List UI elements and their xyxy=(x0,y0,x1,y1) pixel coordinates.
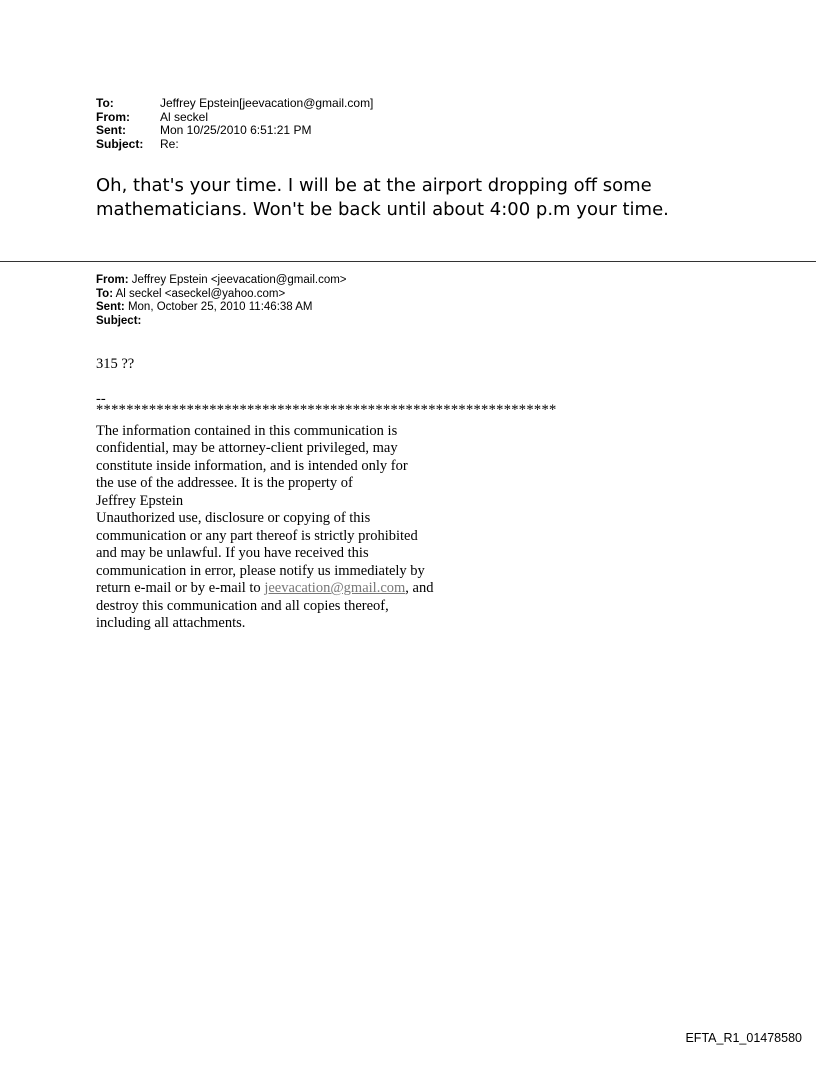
email-header xyxy=(96,97,373,151)
document-id: EFTA_R1_01478580 xyxy=(685,1031,802,1045)
email-link[interactable]: jeevacation@gmail.com xyxy=(264,580,406,596)
disclaimer-line: confidential, may be attorney-client privileged, may xyxy=(96,440,398,456)
disclaimer-return-line xyxy=(96,580,656,598)
quoted-subject-label: Subject: xyxy=(96,314,142,327)
from-value: Al seckel xyxy=(160,109,209,124)
sent-label: Sent: xyxy=(96,123,126,137)
header-from-row xyxy=(96,111,373,125)
disclaimer-line: the use of the addressee. It is the property of xyxy=(96,475,353,491)
quoted-to-row xyxy=(96,288,347,302)
quoted-from-row xyxy=(96,274,347,288)
quoted-header xyxy=(96,274,347,328)
disclaimer-line: communication in error, please notify us immediately by xyxy=(96,562,425,579)
disclaimer-line: communication or any part thereof is strictly prohibited xyxy=(96,527,418,544)
from-label: From: xyxy=(96,109,130,124)
disclaimer-line: Jeffrey Epstein xyxy=(96,492,184,509)
message-line-1: Oh, that's your time. I will be at the airport dropping off some xyxy=(96,175,652,196)
header-subject-row xyxy=(96,138,373,152)
message-line-2: mathematicians. Won't be back until about 4:00 p.m your time. xyxy=(96,199,669,220)
header-sent-row xyxy=(96,124,373,138)
quoted-sent-label: Sent: xyxy=(96,301,125,313)
quoted-from-value: Jeffrey Epstein <jeevacation@gmail.com> xyxy=(128,274,347,286)
quoted-sent-value: Mon, October 25, 2010 11:46:38 AM xyxy=(124,301,313,313)
quoted-text: 315 ?? xyxy=(96,356,135,372)
quoted-body xyxy=(96,356,656,633)
message-body xyxy=(96,174,796,222)
disclaimer-line: including all attachments. xyxy=(96,615,246,631)
subject-value: Re: xyxy=(160,136,179,151)
header-to-row xyxy=(96,97,373,111)
signature-stars: ************************************************************* xyxy=(96,402,557,418)
return-prefix: return e-mail or by e-mail to xyxy=(96,580,265,596)
disclaimer-line: Unauthorized use, disclosure or copying of this xyxy=(96,510,371,526)
quoted-to-value: Al seckel <aseckel@yahoo.com> xyxy=(113,287,286,300)
subject-label: Subject: xyxy=(96,136,144,151)
return-suffix: , and xyxy=(405,580,434,596)
divider-line xyxy=(0,261,816,262)
quoted-sent-row xyxy=(96,301,347,315)
disclaimer-line: and may be unlawful. If you have received this xyxy=(96,545,369,561)
quoted-subject-row xyxy=(96,315,347,329)
signature-dashes: -- xyxy=(96,390,106,407)
disclaimer xyxy=(96,423,656,633)
quoted-to-label: To: xyxy=(96,287,114,300)
to-value: Jeffrey Epstein[jeevacation@gmail.com] xyxy=(160,96,374,110)
disclaimer-line: destroy this communication and all copies thereof, xyxy=(96,597,389,614)
disclaimer-line: constitute inside information, and is intended only for xyxy=(96,457,408,474)
sent-value: Mon 10/25/2010 6:51:21 PM xyxy=(160,123,312,137)
disclaimer-line: The information contained in this communication is xyxy=(96,422,398,439)
quoted-from-label: From: xyxy=(96,274,129,286)
to-label: To: xyxy=(96,96,114,110)
